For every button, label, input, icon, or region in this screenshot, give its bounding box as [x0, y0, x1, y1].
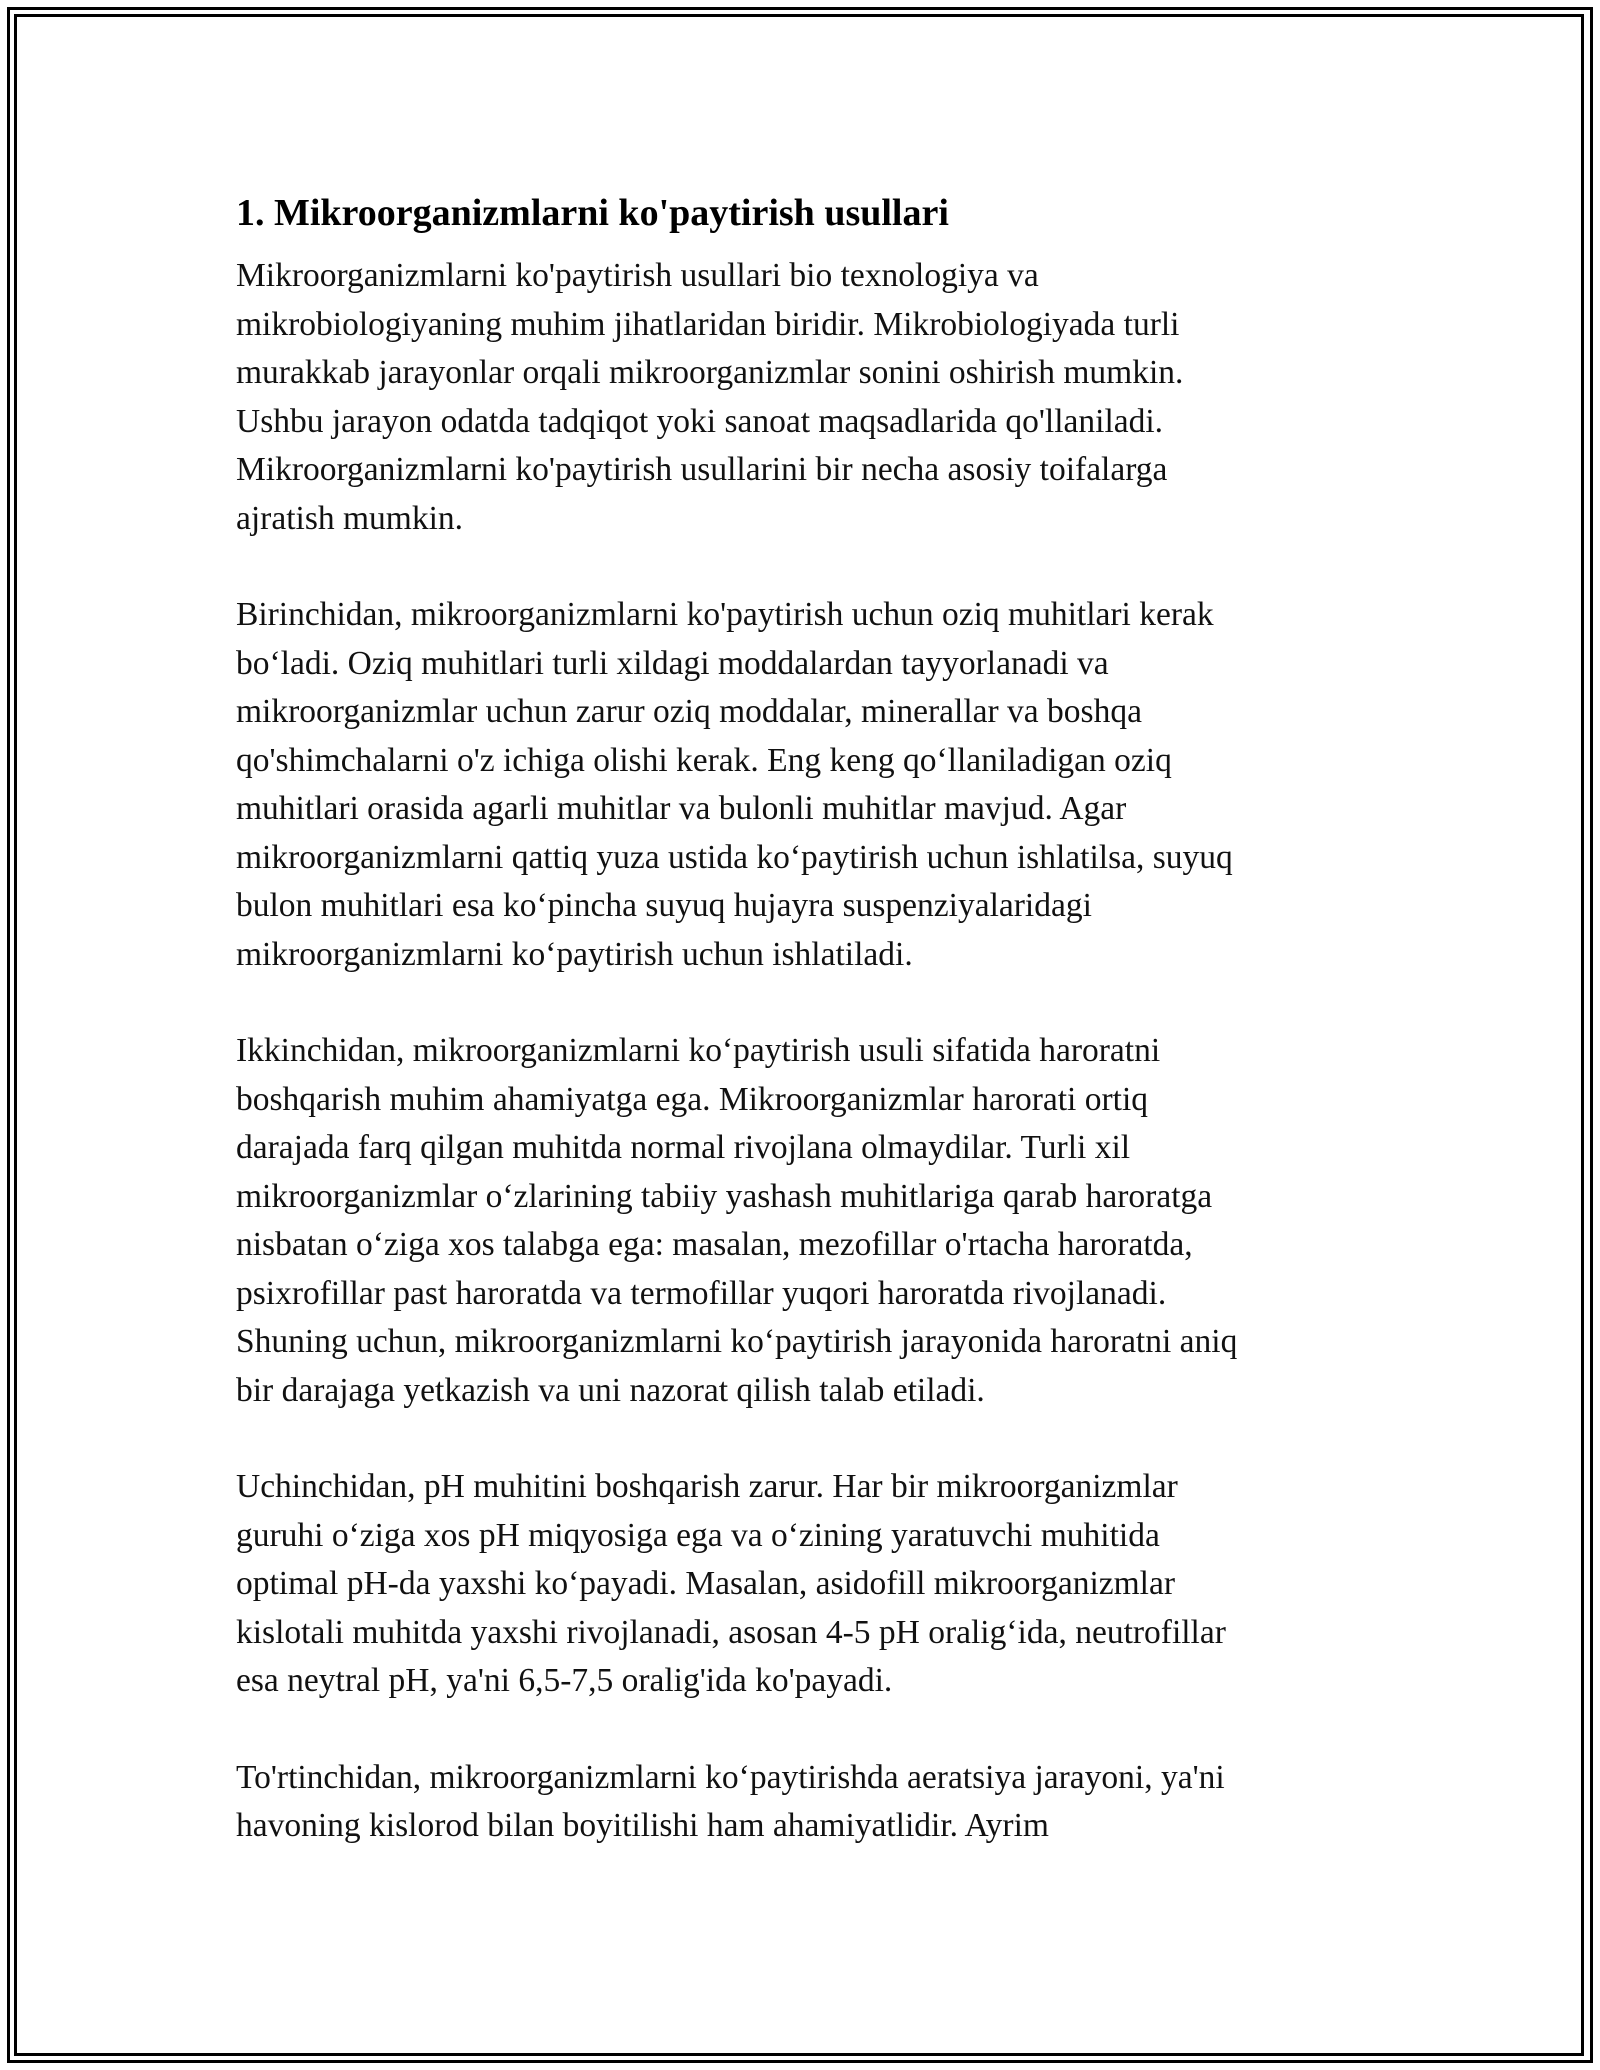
- text-line: Mikroorganizmlarni ko'paytirish usullarini bir necha asosiy toifalarga: [236, 451, 1168, 488]
- text-line: Ikkinchidan, mikroorganizmlarni ko‘paytirish usuli sifatida haroratni: [236, 1032, 1161, 1069]
- text-line: bulon muhitlari esa ko‘pincha suyuq hujayra suspenziyalaridagi: [236, 887, 1092, 924]
- text-line: Birinchidan, mikroorganizmlarni ko'paytirish uchun oziq muhitlari kerak: [236, 596, 1214, 633]
- text-line: bo‘ladi. Oziq muhitlari turli xildagi moddalardan tayyorlanadi va: [236, 644, 1109, 682]
- text-line: havoning kislorod bilan boyitilishi ham ahamiyatlidir. Ayrim: [236, 1807, 1049, 1844]
- text-line: mikrobiologiyaning muhim jihatlaridan biridir. Mikrobiologiyada turli: [236, 305, 1180, 343]
- text-line: ajratish mumkin.: [236, 499, 464, 537]
- document-body: [236, 188, 1376, 1899]
- paragraph-intro: [236, 252, 1376, 543]
- text-line: mikroorganizmlar o‘zlarining tabiiy yashash muhitlariga qarab haroratga: [236, 1177, 1213, 1215]
- text-line: muhitlari orasida agarli muhitlar va bulonli muhitlar mavjud. Agar: [236, 790, 1127, 827]
- text-line: mikroorganizmlarni ko‘paytirish uchun ishlatiladi.: [236, 935, 913, 973]
- text-line: optimal pH-da yaxshi ko‘payadi. Masalan, asidofill mikroorganizmlar: [236, 1565, 1176, 1602]
- text-line: darajada farq qilgan muhitda normal rivojlana olmaydilar. Turli xil: [236, 1129, 1131, 1166]
- text-line: qo'shimchalarni o'z ichiga olishi kerak. Eng keng qo‘llaniladigan oziq: [236, 741, 1172, 779]
- text-line: kislotali muhitda yaxshi rivojlanadi, asosan 4-5 pH oralig‘ida, neutrofillar: [236, 1613, 1226, 1651]
- text-line: Mikroorganizmlarni ko'paytirish usullari bio texnologiya va: [236, 257, 1039, 294]
- paragraph-first: [236, 591, 1376, 979]
- text-line: Shuning uchun, mikroorganizmlarni ko‘paytirish jarayonida haroratni aniq: [236, 1323, 1238, 1360]
- text-line: bir darajaga yetkazish va uni nazorat qilish talab etiladi.: [236, 1371, 985, 1409]
- text-line: mikroorganizmlar uchun zarur oziq moddalar, minerallar va boshqa: [236, 693, 1142, 730]
- text-line: Ushbu jarayon odatda tadqiqot yoki sanoat maqsadlarida qo'llaniladi.: [236, 402, 1164, 440]
- paragraph-fourth: [236, 1754, 1376, 1851]
- text-line: Uchinchidan, pH muhitini boshqarish zarur. Har bir mikroorganizmlar: [236, 1468, 1178, 1505]
- text-line: To'rtinchidan, mikroorganizmlarni ko‘paytirishda aeratsiya jarayoni, ya'ni: [236, 1758, 1225, 1796]
- text-line: murakkab jarayonlar orqali mikroorganizmlar sonini oshirish mumkin.: [236, 354, 1184, 391]
- section-title: 1. Mikroorganizmlarni ko'paytirish usullari: [236, 192, 949, 234]
- text-line: esa neytral pH, ya'ni 6,5-7,5 oralig'ida ko'payadi.: [236, 1662, 893, 1699]
- text-line: mikroorganizmlarni qattiq yuza ustida ko‘paytirish uchun ishlatilsa, suyuq: [236, 838, 1233, 876]
- paragraph-third: [236, 1463, 1376, 1706]
- text-line: nisbatan o‘ziga xos talabga ega: masalan, mezofillar o'rtacha haroratda,: [236, 1226, 1193, 1263]
- text-line: guruhi o‘ziga xos pH miqyosiga ega va o‘zining yaratuvchi muhitida: [236, 1516, 1160, 1554]
- text-line: psixrofillar past haroratda va termofillar yuqori haroratda rivojlanadi.: [236, 1274, 1167, 1312]
- paragraph-second: [236, 1027, 1376, 1415]
- text-line: boshqarish muhim ahamiyatga ega. Mikroorganizmlar harorati ortiq: [236, 1080, 1149, 1118]
